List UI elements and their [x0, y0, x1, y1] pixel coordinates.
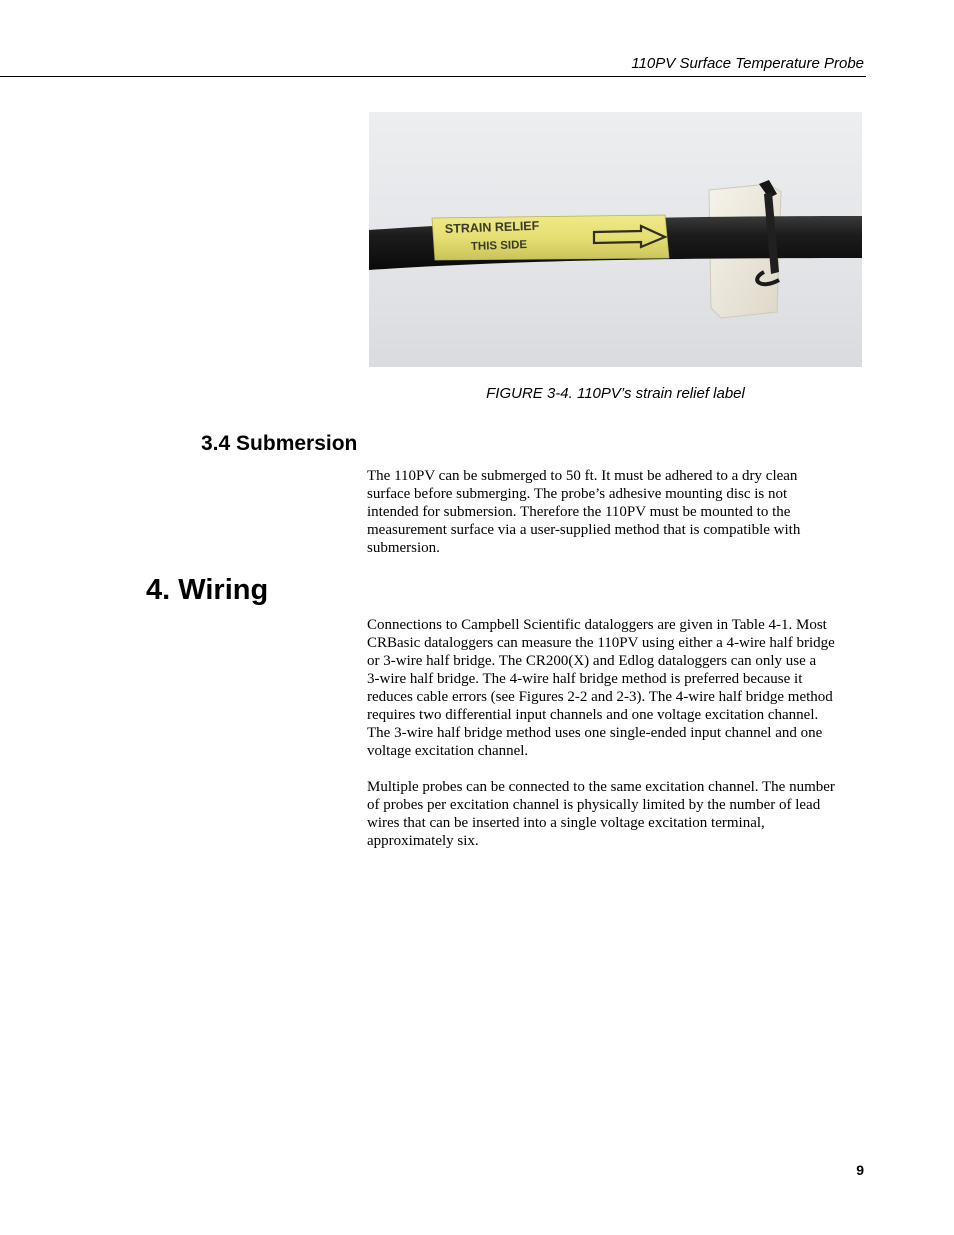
text-line: approximately six.: [367, 833, 479, 849]
text-line: The 110PV can be submerged to 50 ft. It must be adhered to a dry clean: [367, 468, 798, 484]
section-heading-wiring: 4. Wiring: [146, 574, 269, 606]
text-line: requires two differential input channels and one voltage excitation channel.: [367, 707, 819, 723]
figure-caption: FIGURE 3-4. 110PV’s strain relief label: [486, 385, 745, 402]
text-line: measurement surface via a user-supplied method that is compatible with: [367, 522, 801, 538]
text-line: intended for submersion. Therefore the 110PV must be mounted to the: [367, 504, 791, 520]
label-text-line1: STRAIN RELIEF: [444, 218, 540, 236]
text-line: 3-wire half bridge. The 4-wire half bridge method is preferred because it: [367, 671, 803, 687]
text-line: reduces cable errors (see Figures 2-2 and 2-3). The 4-wire half bridge method: [367, 689, 833, 705]
text-line: or 3-wire half bridge. The CR200(X) and Edlog dataloggers can only use a: [367, 653, 817, 669]
section-heading-submersion: 3.4 Submersion: [201, 432, 358, 455]
text-line: Connections to Campbell Scientific dataloggers are given in Table 4-1. Most: [367, 617, 827, 633]
text-line: wires that can be inserted into a single voltage excitation terminal,: [367, 815, 765, 831]
label-text-line2: THIS SIDE: [470, 239, 528, 253]
text-line: submersion.: [367, 540, 440, 556]
strain-relief-photo-illustration: [369, 112, 862, 367]
text-line: CRBasic dataloggers can measure the 110PV using either a 4-wire half bridge: [367, 635, 835, 651]
submersion-paragraph: [367, 467, 862, 557]
wiring-paragraph-2: [367, 778, 862, 850]
text-line: The 3-wire half bridge method uses one single-ended input channel and one: [367, 725, 823, 741]
text-line: of probes per excitation channel is physically limited by the number of lead: [367, 797, 821, 813]
text-line: Multiple probes can be connected to the same excitation channel. The number: [367, 779, 835, 795]
text-line: voltage excitation channel.: [367, 743, 529, 759]
running-header-title: 110PV Surface Temperature Probe: [631, 55, 864, 72]
page-number: 9: [856, 1162, 864, 1178]
text-line: surface before submerging. The probe’s adhesive mounting disc is not: [367, 486, 788, 502]
figure-strain-relief-photo: [369, 112, 862, 367]
wiring-paragraph-1: [367, 616, 862, 760]
header-rule: [0, 76, 866, 77]
